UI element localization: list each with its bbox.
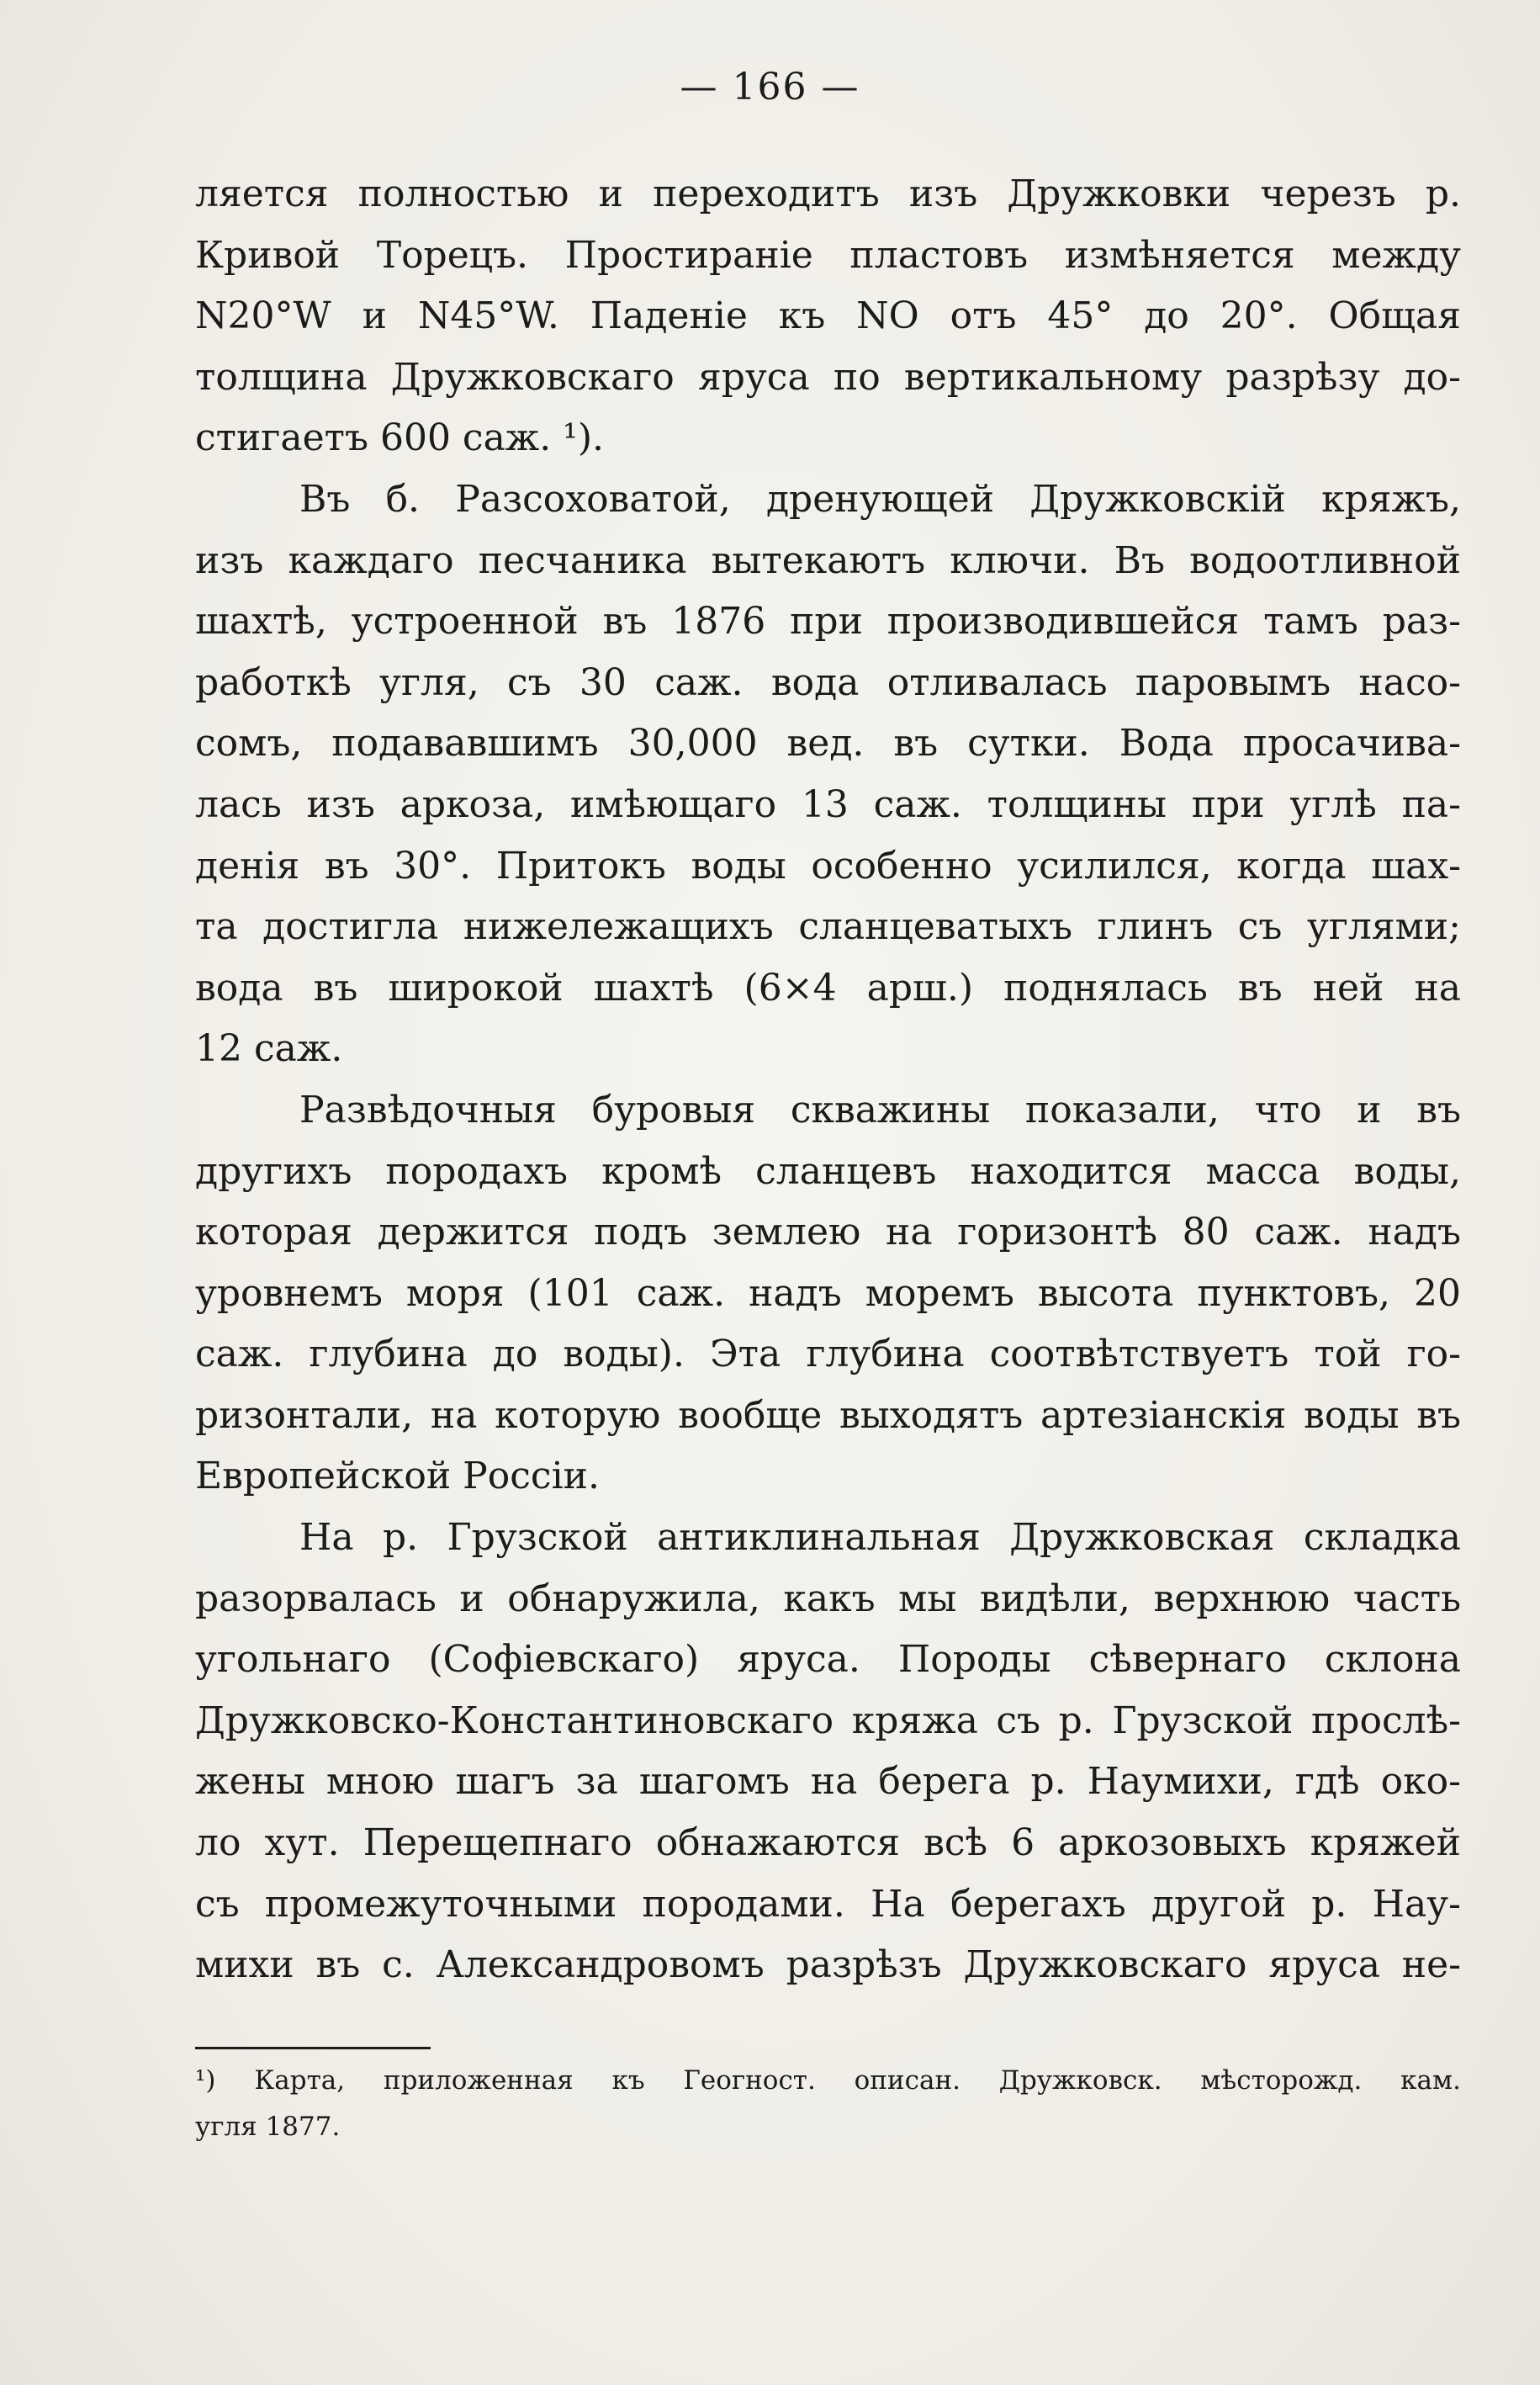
text-line: уровнемъ моря (101 саж. надъ моремъ высота пунктовъ, 20 [195,1271,1461,1315]
text-line: Развѣдочныя буровыя скважины показали, что и въ [299,1088,1461,1132]
text-line: шахтѣ, устроенной въ 1876 при производившейся тамъ раз- [195,600,1461,644]
text-line: На р. Грузской антиклинальная Дружковская складка [299,1516,1461,1560]
text-line: та достигла нижележащихъ сланцеватыхъ глинъ съ углями; [195,905,1461,949]
text-line: работкѣ угля, съ 30 саж. вода отливалась паровымъ насо- [195,660,1461,704]
text-line: вода въ широкой шахтѣ (6×4 арш.) поднялась въ ней на [195,966,1461,1010]
footnote [195,2058,1461,2150]
text-line: Въ б. Разсоховатой, дренующей Дружковскій кряжъ, [299,477,1461,521]
text-line: лась изъ аркоза, имѣющаго 13 саж. толщины при углѣ па- [195,782,1461,826]
text-line: разорвалась и обнаружила, какъ мы видѣли, верхнюю часть [195,1577,1461,1620]
text-line: михи въ с. Александровомъ разрѣзъ Дружковскаго яруса не- [195,1943,1461,1987]
text-line: которая держится подъ землею на горизонтѣ 80 саж. надъ [195,1211,1461,1254]
text-line: ляется полностью и переходитъ изъ Дружковки черезъ р. [195,172,1461,215]
text-line: саж. глубина до воды). Эта глубина соотвѣтствуетъ той го- [195,1333,1461,1376]
text-line: денія въ 30°. Притокъ воды особенно усилился, когда шах- [195,844,1461,888]
text-line: угольнаго (Софіевскаго) яруса. Породы сѣвернаго склона [195,1638,1461,1682]
text-line: Кривой Торецъ. Простираніе пластовъ измѣняется между [195,233,1461,277]
text-line: сомъ, подававшимъ 30,000 вед. въ сутки. Вода просачива- [195,722,1461,766]
text-line: жены мною шагъ за шагомъ на берега р. Наумихи, гдѣ око- [195,1760,1461,1804]
text-line: толщина Дружковскаго яруса по вертикальному разрѣзу до- [195,355,1461,399]
text-line: Европейской Россіи. [195,1455,600,1498]
body-text [195,164,1461,1996]
text-line: ризонтали, на которую вообще выходятъ артезіанскія воды въ [195,1393,1461,1437]
footnote-line: угля 1877. [195,2112,341,2142]
text-line: Дружковско-Константиновскаго кряжа съ р. Грузской прослѣ- [195,1699,1461,1742]
text-line: 12 саж. [195,1027,343,1071]
text-line: стигаетъ 600 саж. ¹). [195,416,605,460]
text-line: съ промежуточными породами. На берегахъ другой р. Нау- [195,1882,1461,1926]
text-line: изъ каждаго песчаника вытекаютъ ключи. Въ водоотливной [195,538,1461,582]
page-number: — 166 — [680,66,860,109]
text-line: другихъ породахъ кромѣ сланцевъ находится масса воды, [195,1149,1461,1193]
text-line: ло хут. Перещепнаго обнажаются всѣ 6 аркозовыхъ кряжей [195,1821,1461,1865]
text-line: N20°W и N45°W. Паденіе къ NO отъ 45° до 20°. Общая [195,294,1461,338]
footnote-line: ¹) Карта, приложенная къ Геогност. описан. Дружковск. мѣсторожд. кам. [195,2065,1461,2096]
footnote-rule [195,2047,431,2049]
